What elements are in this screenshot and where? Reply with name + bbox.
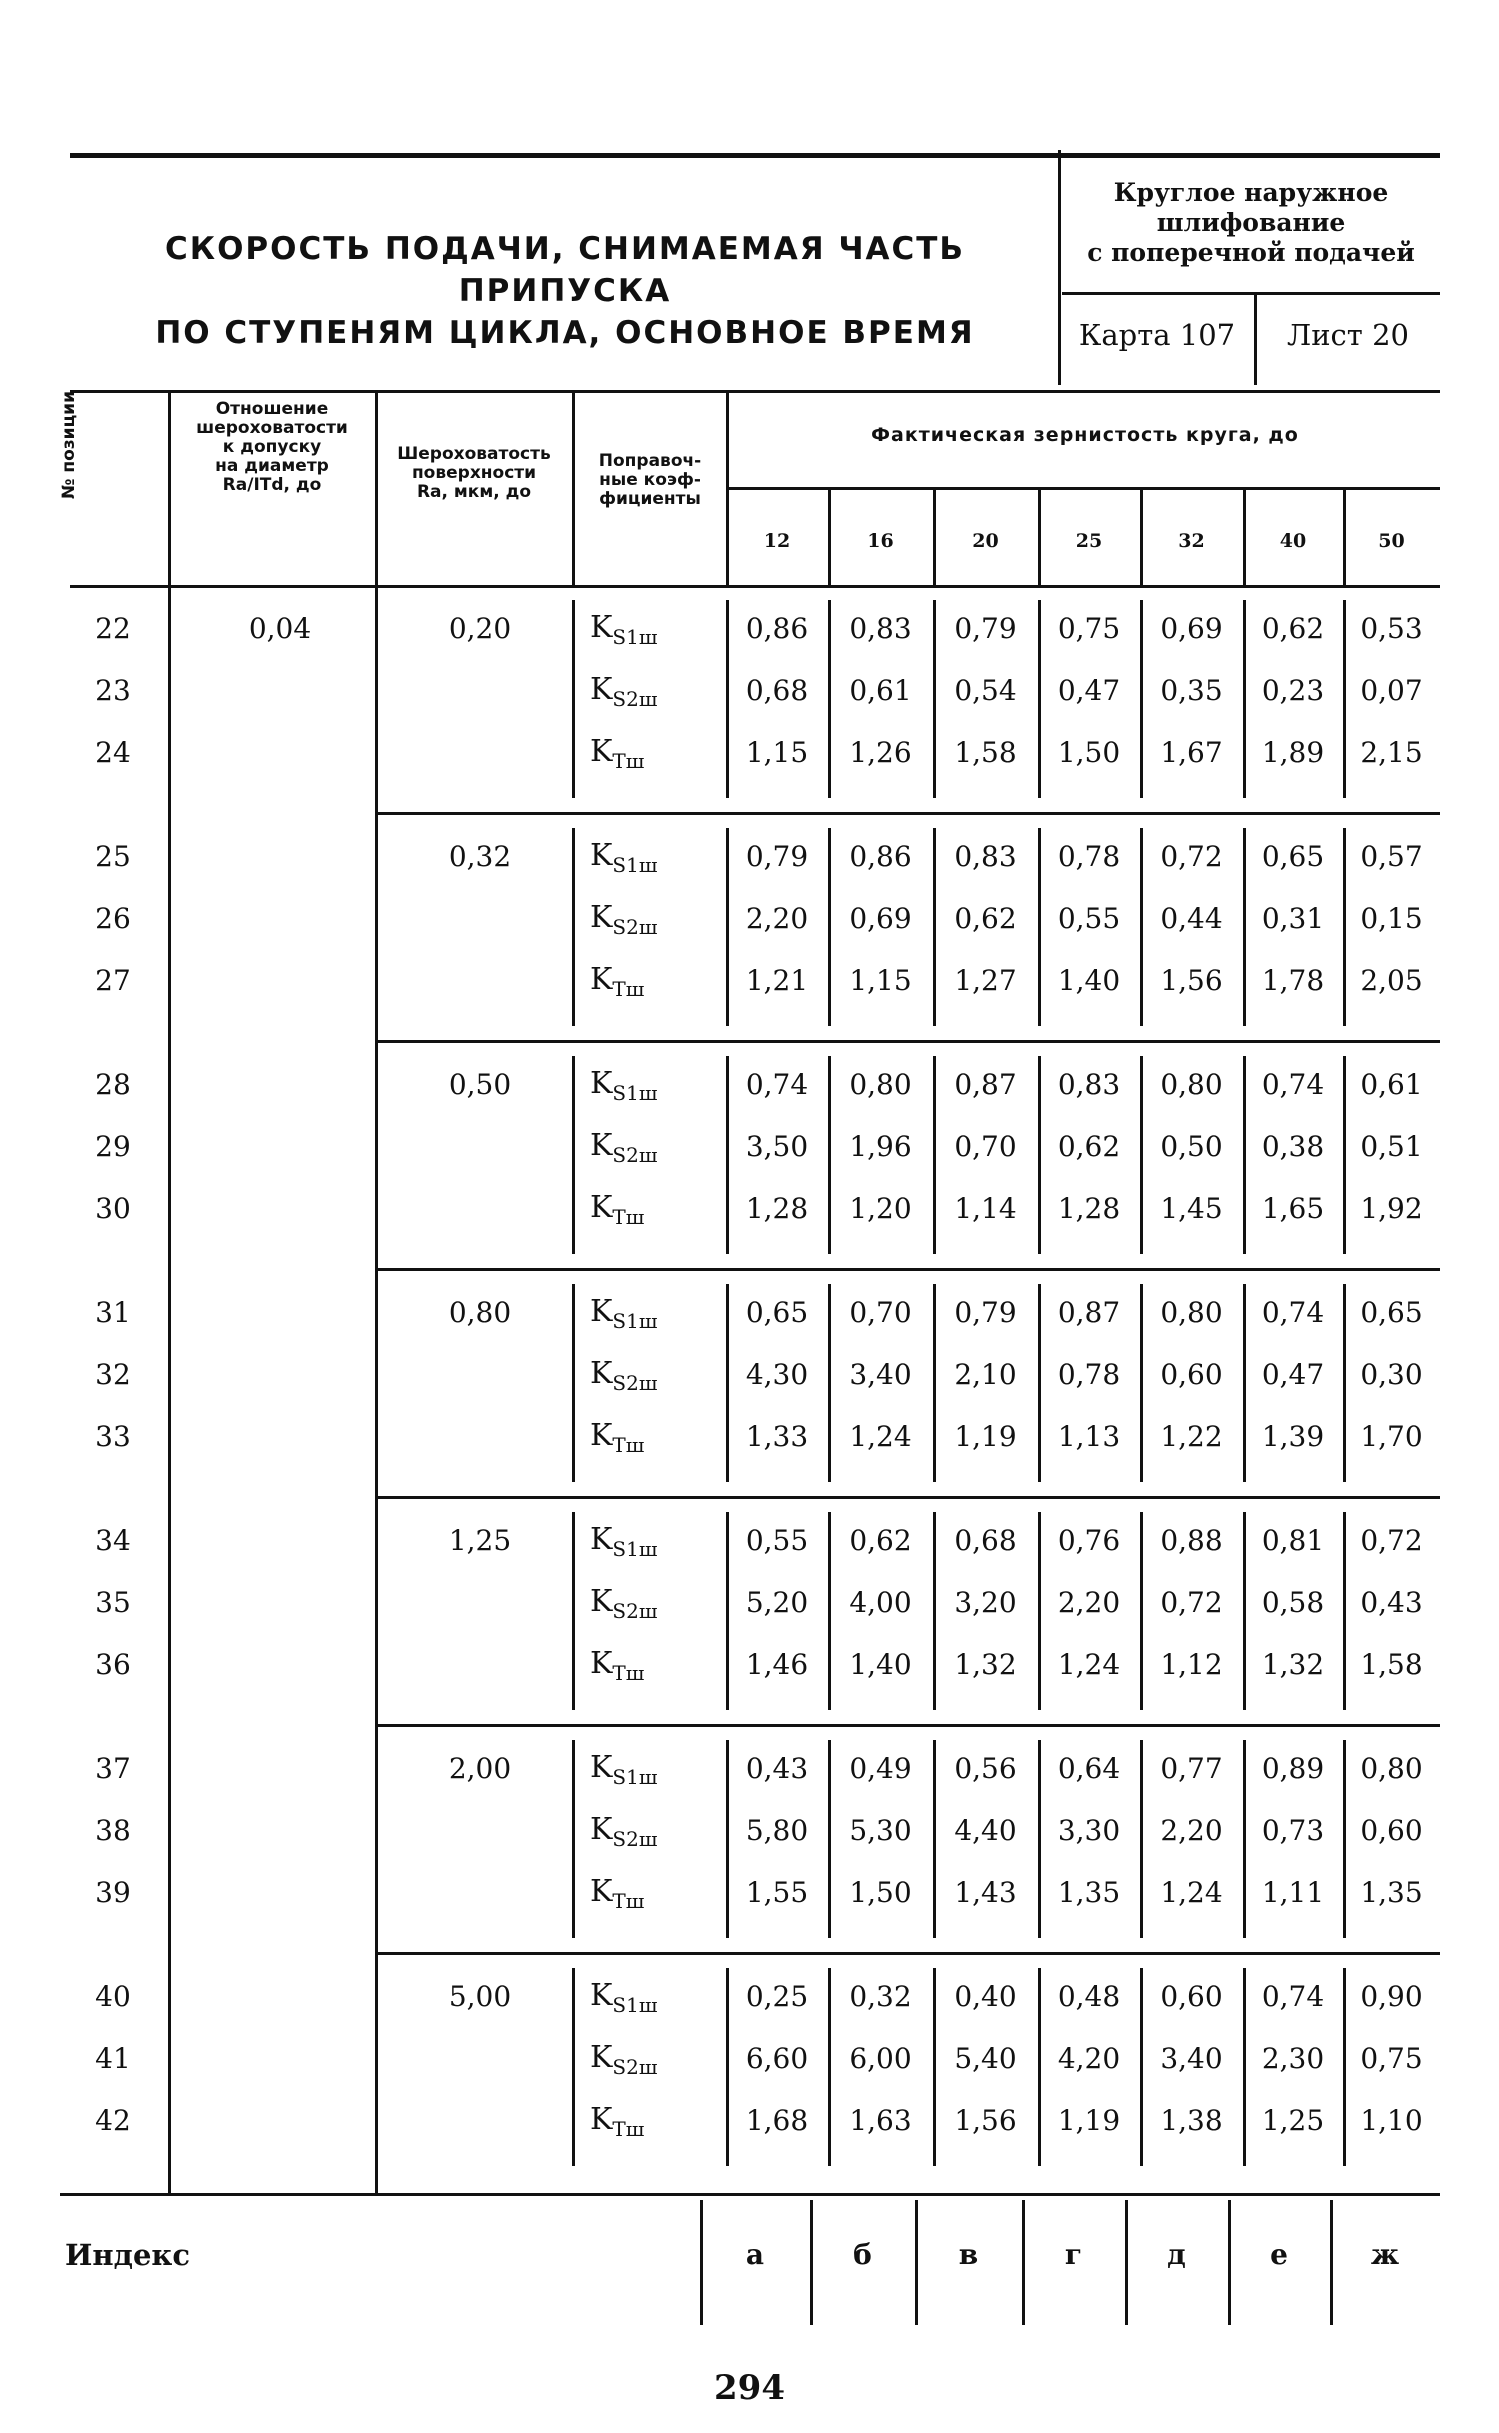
table-cell: 0,80	[1160, 1068, 1223, 1101]
table-cell: 0,75	[1360, 2042, 1423, 2075]
index-letter: д	[1167, 2238, 1186, 2271]
grit-col-divider	[1343, 490, 1346, 585]
coefficient-symbol: K	[590, 1190, 613, 1225]
table-cell: 1,28	[745, 1192, 809, 1225]
coefficient-subscript: Tш	[612, 2117, 645, 2141]
table-cell: 0,73	[1261, 1814, 1325, 1847]
table-cell: 2,15	[1360, 736, 1423, 769]
table-cell: 0,87	[1057, 1296, 1121, 1329]
table-cell: 1,22	[1160, 1420, 1223, 1453]
table-cell: 1,63	[849, 2104, 912, 2137]
table-cell: 0,32	[849, 1980, 912, 2013]
table-cell: 0,07	[1360, 674, 1423, 707]
table-cell: 0,60	[1160, 1980, 1223, 2013]
position-number: 27	[95, 964, 131, 997]
coefficient-label	[590, 610, 700, 649]
table-cell: 0,62	[954, 902, 1017, 935]
table-cell: 1,43	[954, 1876, 1017, 1909]
table-cell: 1,58	[954, 736, 1017, 769]
coefficient-symbol: K	[590, 1874, 613, 1909]
table-cell: 1,26	[849, 736, 912, 769]
group-rule	[375, 1496, 1440, 1499]
table-cell: 0,80	[1360, 1752, 1423, 1785]
table-cell: 1,56	[954, 2104, 1017, 2137]
coefficient-label	[590, 838, 700, 877]
position-number: 24	[95, 736, 131, 769]
coefficient-symbol: K	[590, 1418, 613, 1453]
section-rule	[1062, 292, 1440, 295]
table-cell: 0,65	[745, 1296, 809, 1329]
coefficient-symbol: K	[590, 1294, 613, 1329]
card-number: Карта 107	[1078, 318, 1236, 352]
table-cell: 0,72	[1360, 1524, 1423, 1557]
position-number: 37	[95, 1752, 131, 1785]
group-rule	[375, 1724, 1440, 1727]
table-cell: 2,20	[745, 902, 809, 935]
table-cell: 0,77	[1160, 1752, 1223, 1785]
table-cell: 4,30	[745, 1358, 809, 1391]
table-cell: 1,27	[954, 964, 1017, 997]
table-cell: 0,47	[1057, 674, 1121, 707]
table-cell: 0,69	[1160, 612, 1223, 645]
index-letter: а	[745, 2238, 765, 2271]
table-cell: 0,50	[1160, 1130, 1223, 1163]
table-cell: 0,55	[1057, 902, 1121, 935]
table-cell: 1,70	[1360, 1420, 1423, 1453]
coefficient-label	[590, 1646, 700, 1685]
table-cell: 0,74	[1261, 1068, 1325, 1101]
coefficient-subscript: S1ш	[612, 1309, 658, 1333]
coefficient-subscript: S1ш	[612, 1765, 658, 1789]
table-cell: 2,05	[1360, 964, 1423, 997]
coefficient-symbol: K	[590, 1128, 613, 1163]
table-cell: 0,74	[1261, 1980, 1325, 2013]
table-cell: 0,69	[849, 902, 912, 935]
position-number: 22	[95, 612, 131, 645]
grit-col-divider	[933, 490, 936, 585]
coefficient-label	[590, 1750, 700, 1789]
coefficient-label	[590, 672, 700, 711]
table-cell: 1,21	[745, 964, 809, 997]
coefficient-symbol: K	[590, 2040, 613, 2075]
grit-label: 20	[972, 530, 999, 552]
table-cell: 1,24	[1057, 1648, 1121, 1681]
table-cell: 0,79	[745, 840, 809, 873]
table-cell: 1,55	[745, 1876, 809, 1909]
grit-col-divider	[1038, 490, 1041, 585]
roughness-value: 5,00	[448, 1980, 512, 2013]
index-letter: в	[958, 2238, 979, 2271]
coefficient-symbol: K	[590, 1066, 613, 1101]
position-number: 34	[95, 1524, 131, 1557]
section-title	[1062, 178, 1440, 268]
position-number: 33	[95, 1420, 131, 1453]
coefficient-symbol: K	[590, 838, 613, 873]
table-cell: 0,79	[954, 1296, 1017, 1329]
table-cell: 0,83	[849, 612, 912, 645]
table-cell: 5,30	[849, 1814, 912, 1847]
table-cell: 1,24	[1160, 1876, 1223, 1909]
table-cell: 0,40	[954, 1980, 1017, 2013]
index-letter: ж	[1370, 2238, 1400, 2271]
table-cell: 0,65	[1261, 840, 1325, 873]
index-label: Индекс	[65, 2238, 191, 2272]
coefficients-column-header: Поправоч- ные коэф- фициенты	[598, 451, 702, 509]
col-divider	[572, 1740, 575, 1938]
table-cell: 1,24	[849, 1420, 912, 1453]
top-rule	[70, 153, 1440, 158]
table-cell: 0,62	[1057, 1130, 1121, 1163]
table-cell: 1,45	[1160, 1192, 1223, 1225]
table-cell: 0,43	[745, 1752, 809, 1785]
table-cell: 0,15	[1360, 902, 1423, 935]
table-cell: 0,56	[954, 1752, 1017, 1785]
coefficient-label	[590, 2102, 700, 2141]
grit-label: 50	[1378, 530, 1405, 552]
table-cell: 0,72	[1160, 1586, 1223, 1619]
coefficient-subscript: S2ш	[612, 1143, 658, 1167]
col-divider	[168, 588, 171, 2193]
index-letter: г	[1064, 2238, 1083, 2271]
table-cell: 0,70	[954, 1130, 1017, 1163]
table-cell: 0,31	[1261, 902, 1325, 935]
coefficient-subscript: Tш	[612, 1205, 645, 1229]
header-col-divider	[168, 393, 171, 585]
table-cell: 3,40	[849, 1358, 912, 1391]
coefficient-subscript: S2ш	[612, 2055, 658, 2079]
table-cell: 1,15	[849, 964, 912, 997]
coefficient-label	[590, 1812, 700, 1851]
group-rule	[375, 812, 1440, 815]
header-col-divider	[726, 393, 729, 585]
table-cell: 1,67	[1160, 736, 1223, 769]
table-cell: 0,51	[1360, 1130, 1423, 1163]
grit-title-rule	[728, 487, 1440, 490]
coefficient-symbol: K	[590, 1978, 613, 2013]
table-cell: 0,76	[1057, 1524, 1121, 1557]
table-cell: 0,70	[849, 1296, 912, 1329]
coefficient-symbol: K	[590, 610, 613, 645]
table-cell: 0,30	[1360, 1358, 1423, 1391]
table-cell: 0,55	[745, 1524, 809, 1557]
col-divider	[572, 1968, 575, 2166]
table-cell: 1,68	[745, 2104, 809, 2137]
coefficient-symbol: K	[590, 2102, 613, 2137]
section-line-3: с поперечной подачей	[1087, 238, 1415, 267]
table-cell: 1,14	[954, 1192, 1017, 1225]
roughness-value: 0,50	[448, 1068, 512, 1101]
coefficient-subscript: S2ш	[612, 1827, 658, 1851]
grit-col-divider	[1243, 490, 1246, 585]
table-cell: 0,57	[1360, 840, 1423, 873]
roughness-value: 1,25	[448, 1524, 512, 1557]
coefficient-label	[590, 1874, 700, 1913]
table-cell: 4,40	[954, 1814, 1017, 1847]
table-cell: 1,19	[954, 1420, 1017, 1453]
table-cell: 2,30	[1261, 2042, 1325, 2075]
coefficient-subscript: S2ш	[612, 1599, 658, 1623]
table-cell: 1,35	[1360, 1876, 1423, 1909]
group-rule	[375, 1952, 1440, 1955]
table-cell: 0,48	[1057, 1980, 1121, 2013]
table-cell: 0,80	[849, 1068, 912, 1101]
coefficient-subscript: S2ш	[612, 1371, 658, 1395]
coefficient-symbol: K	[590, 672, 613, 707]
table-cell: 0,89	[1261, 1752, 1325, 1785]
grit-label: 12	[763, 530, 791, 552]
table-cell: 1,11	[1261, 1876, 1325, 1909]
position-number: 38	[95, 1814, 131, 1847]
table-cell: 3,20	[954, 1586, 1017, 1619]
grit-col-divider	[1140, 490, 1143, 585]
table-cell: 1,89	[1261, 736, 1325, 769]
table-cell: 1,92	[1360, 1192, 1423, 1225]
position-number: 26	[95, 902, 131, 935]
table-cell: 0,49	[849, 1752, 912, 1785]
coefficient-label	[590, 734, 700, 773]
roughness-column-header: Шероховатость поверхности Ra, мкм, до	[397, 444, 551, 502]
position-number: 40	[95, 1980, 131, 2013]
table-cell: 4,20	[1057, 2042, 1121, 2075]
table-cell: 0,75	[1057, 612, 1121, 645]
table-cell: 1,65	[1261, 1192, 1325, 1225]
table-cell: 2,10	[954, 1358, 1017, 1391]
table-header-bottom-rule	[70, 585, 1440, 588]
position-column-header: № позиции	[59, 391, 79, 500]
coefficient-label	[590, 900, 700, 939]
coefficient-subscript: S2ш	[612, 915, 658, 939]
coefficient-symbol: K	[590, 1646, 613, 1681]
table-cell: 0,58	[1261, 1586, 1325, 1619]
index-letter: е	[1270, 2238, 1288, 2271]
table-cell: 5,20	[745, 1586, 809, 1619]
position-number: 29	[95, 1130, 131, 1163]
table-cell: 1,15	[745, 736, 809, 769]
position-number: 30	[95, 1192, 131, 1225]
coefficient-symbol: K	[590, 1584, 613, 1619]
table-cell: 1,12	[1160, 1648, 1223, 1681]
table-cell: 0,68	[954, 1524, 1017, 1557]
coefficient-symbol: K	[590, 1356, 613, 1391]
table-cell: 0,61	[1360, 1068, 1423, 1101]
position-number: 23	[95, 674, 131, 707]
position-number: 35	[95, 1586, 131, 1619]
table-cell: 0,81	[1261, 1524, 1325, 1557]
table-cell: 0,72	[1160, 840, 1223, 873]
table-cell: 1,78	[1261, 964, 1325, 997]
position-number: 28	[95, 1068, 131, 1101]
coefficient-subscript: Tш	[612, 1889, 645, 1913]
coefficient-label	[590, 1190, 700, 1229]
table-cell: 1,40	[849, 1648, 912, 1681]
table-cell: 5,40	[954, 2042, 1017, 2075]
table-cell: 1,33	[745, 1420, 809, 1453]
table-cell: 0,53	[1360, 612, 1423, 645]
table-cell: 0,23	[1261, 674, 1325, 707]
table-cell: 2,20	[1057, 1586, 1121, 1619]
table-cell: 1,25	[1261, 2104, 1325, 2137]
table-cell: 0,86	[849, 840, 912, 873]
table-cell: 0,78	[1057, 1358, 1121, 1391]
coefficient-subscript: Tш	[612, 977, 645, 1001]
table-cell: 0,87	[954, 1068, 1017, 1101]
coefficient-subscript: S1ш	[612, 853, 658, 877]
table-cell: 1,96	[849, 1130, 912, 1163]
table-cell: 1,10	[1360, 2104, 1423, 2137]
table-cell: 1,20	[849, 1192, 912, 1225]
table-cell: 1,13	[1057, 1420, 1121, 1453]
table-cell: 0,65	[1360, 1296, 1423, 1329]
table-cell: 3,50	[745, 1130, 809, 1163]
col-divider	[572, 1284, 575, 1482]
coefficient-subscript: S1ш	[612, 1537, 658, 1561]
coefficient-label	[590, 962, 700, 1001]
table-cell: 0,79	[954, 612, 1017, 645]
section-line-2: шлифование	[1156, 208, 1346, 237]
roughness-value: 0,20	[448, 612, 512, 645]
page-number: 294	[714, 2368, 785, 2408]
ratio-column-header: Отношение шероховатости к допуску на диаметр Ra/ITd, до	[196, 399, 348, 495]
table-cell: 6,60	[745, 2042, 809, 2075]
col-divider	[572, 828, 575, 1026]
grit-label: 25	[1075, 530, 1103, 552]
table-cell: 2,20	[1160, 1814, 1223, 1847]
table-cell: 0,38	[1261, 1130, 1325, 1163]
table-cell: 0,68	[745, 674, 809, 707]
title-line-1: СКОРОСТЬ ПОДАЧИ, СНИМАЕМАЯ ЧАСТЬ ПРИПУСКА	[164, 231, 966, 309]
roughness-value: 0,80	[448, 1296, 512, 1329]
table-cell: 0,44	[1160, 902, 1223, 935]
sheet-number: Лист 20	[1287, 318, 1409, 352]
coefficient-subscript: S2ш	[612, 687, 658, 711]
table-cell: 3,40	[1160, 2042, 1223, 2075]
table-cell: 1,50	[849, 1876, 912, 1909]
coefficient-symbol: K	[590, 734, 613, 769]
coefficient-label	[590, 1584, 700, 1623]
coefficient-symbol: K	[590, 962, 613, 997]
table-cell: 4,00	[849, 1586, 912, 1619]
col-divider	[572, 1512, 575, 1710]
col-divider	[572, 600, 575, 798]
grit-label: 32	[1178, 530, 1205, 552]
table-cell: 0,83	[1057, 1068, 1121, 1101]
table-cell: 0,78	[1057, 840, 1121, 873]
ratio-value: 0,04	[248, 612, 312, 645]
table-cell: 0,35	[1160, 674, 1223, 707]
table-cell: 0,83	[954, 840, 1017, 873]
grit-column-header: Фактическая зернистость круга, до	[871, 424, 1299, 446]
table-cell: 1,40	[1057, 964, 1121, 997]
table-cell: 1,32	[954, 1648, 1017, 1681]
section-line-1: Круглое наружное	[1113, 178, 1389, 207]
coefficient-subscript: S1ш	[612, 625, 658, 649]
table-cell: 0,54	[954, 674, 1017, 707]
index-letter: б	[853, 2238, 872, 2271]
coefficient-subscript: Tш	[612, 749, 645, 773]
position-number: 36	[95, 1648, 131, 1681]
position-number: 25	[95, 840, 131, 873]
grit-label: 40	[1279, 530, 1307, 552]
table-cell: 1,58	[1360, 1648, 1423, 1681]
table-cell: 0,43	[1360, 1586, 1423, 1619]
coefficient-subscript: S1ш	[612, 1993, 658, 2017]
table-cell: 0,60	[1160, 1358, 1223, 1391]
page-title	[70, 228, 1060, 354]
table-cell: 1,38	[1160, 2104, 1223, 2137]
table-cell: 0,47	[1261, 1358, 1325, 1391]
table-bottom-rule	[60, 2193, 1440, 2196]
table-cell: 0,60	[1360, 1814, 1423, 1847]
title-line-2: ПО СТУПЕНЯМ ЦИКЛА, ОСНОВНОЕ ВРЕМЯ	[155, 315, 975, 351]
table-cell: 5,80	[745, 1814, 809, 1847]
table-top-rule	[70, 390, 1440, 393]
table-cell: 1,19	[1057, 2104, 1121, 2137]
grit-label: 16	[867, 530, 894, 552]
coefficient-subscript: Tш	[612, 1433, 645, 1457]
table-cell: 6,00	[849, 2042, 912, 2075]
coefficient-label	[590, 1128, 700, 1167]
coefficient-label	[590, 1418, 700, 1457]
table-cell: 1,56	[1160, 964, 1223, 997]
grit-col-divider	[828, 490, 831, 585]
table-cell: 1,35	[1057, 1876, 1121, 1909]
table-cell: 0,62	[849, 1524, 912, 1557]
table-cell: 1,46	[745, 1648, 809, 1681]
coefficient-label	[590, 1978, 700, 2017]
coefficient-subscript: Tш	[612, 1661, 645, 1685]
table-cell: 0,25	[745, 1980, 809, 2013]
table-cell: 0,61	[849, 674, 912, 707]
roughness-value: 2,00	[448, 1752, 512, 1785]
position-number: 41	[95, 2042, 131, 2075]
coefficient-label	[590, 1356, 700, 1395]
col-divider	[572, 1056, 575, 1254]
coefficient-label	[590, 2040, 700, 2079]
table-cell: 3,30	[1057, 1814, 1121, 1847]
position-number: 42	[95, 2104, 131, 2137]
position-number: 31	[95, 1296, 131, 1329]
coefficient-label	[590, 1294, 700, 1333]
coefficient-symbol: K	[590, 900, 613, 935]
position-number: 32	[95, 1358, 131, 1391]
coefficient-subscript: S1ш	[612, 1081, 658, 1105]
group-rule	[375, 1040, 1440, 1043]
table-cell: 1,39	[1261, 1420, 1325, 1453]
table-cell: 0,62	[1261, 612, 1325, 645]
table-cell: 0,88	[1160, 1524, 1223, 1557]
position-number: 39	[95, 1876, 131, 1909]
table-cell: 1,28	[1057, 1192, 1121, 1225]
table-cell: 0,86	[745, 612, 809, 645]
coefficient-label	[590, 1066, 700, 1105]
header-col-divider	[572, 393, 575, 585]
roughness-value: 0,32	[448, 840, 512, 873]
table-cell: 0,74	[745, 1068, 809, 1101]
coefficient-symbol: K	[590, 1522, 613, 1557]
coefficient-label	[590, 1522, 700, 1561]
group-rule	[375, 1268, 1440, 1271]
table-cell: 0,74	[1261, 1296, 1325, 1329]
table-cell: 1,32	[1261, 1648, 1325, 1681]
coefficient-symbol: K	[590, 1750, 613, 1785]
table-cell: 0,80	[1160, 1296, 1223, 1329]
table-cell: 1,50	[1057, 736, 1121, 769]
coefficient-symbol: K	[590, 1812, 613, 1847]
table-cell: 0,90	[1360, 1980, 1423, 2013]
table-cell: 0,64	[1057, 1752, 1121, 1785]
